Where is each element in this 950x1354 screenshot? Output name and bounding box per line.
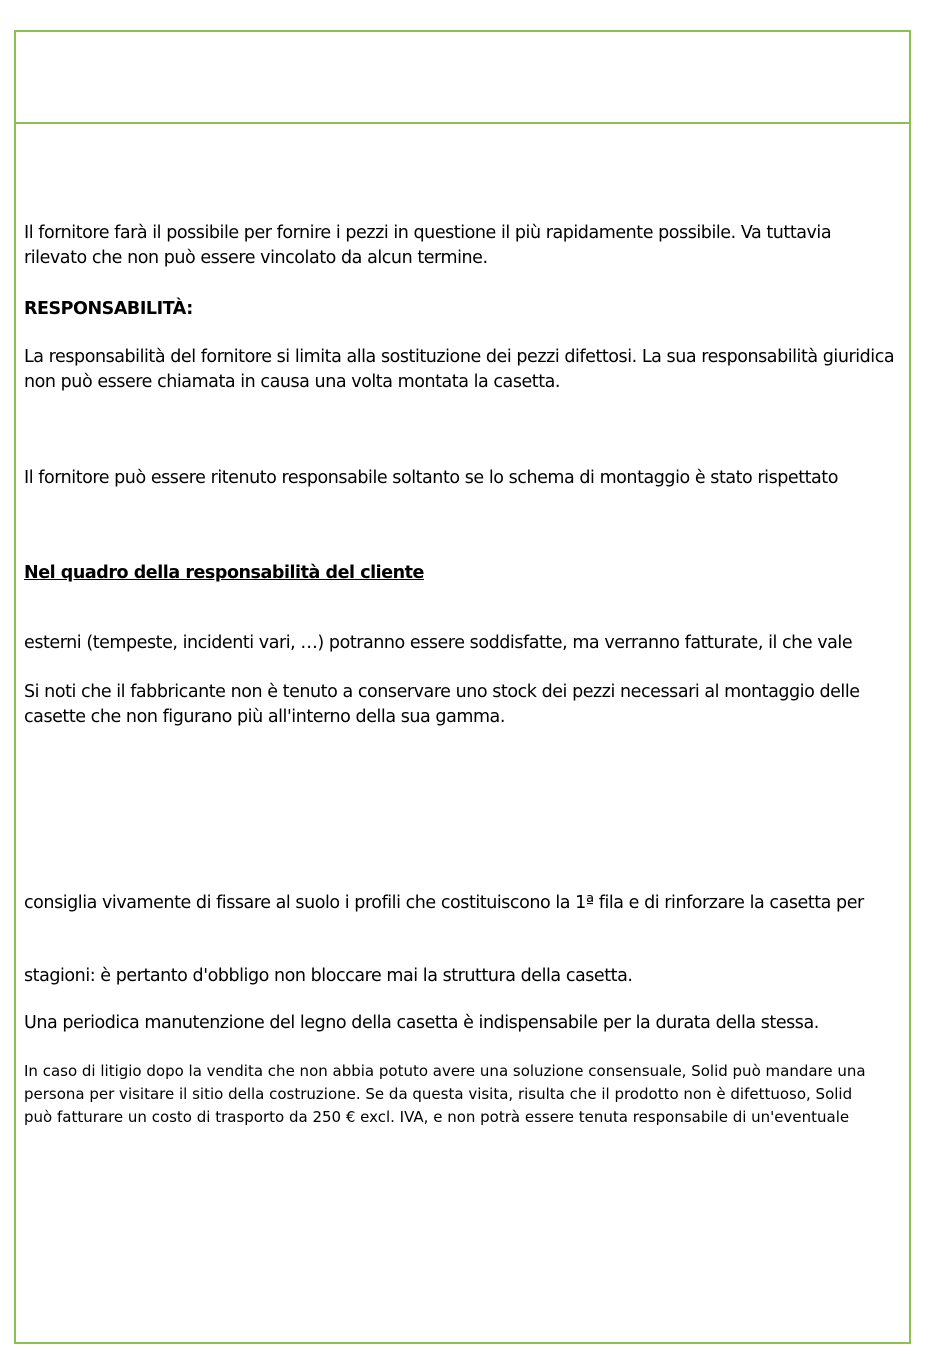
delivery-paragraph [24, 221, 908, 271]
stock-line-2: casette che non figurano più all'interno della sua gamma. [24, 707, 505, 727]
maintenance-paragraph: Una periodica manutenzione del legno della casetta è indispensabile per la durata della stessa. [24, 1013, 819, 1033]
dispute-paragraph [24, 1060, 908, 1129]
dispute-line-2: persona per visitare il sitio della costruzione. Se da questa visita, risulta che il prodotto non è difettuoso, Solid [24, 1085, 853, 1103]
anchoring-paragraph: consiglia vivamente di fissare al suolo i profili che costituiscono la 1ª fila e di rinforzare la casetta per [24, 893, 864, 913]
dispute-line-3: può fatturare un costo di trasporto da 250 € excl. IVA, e non potrà essere tenuta responsabile di un'eventuale [24, 1108, 850, 1126]
responsibility-line-1: La responsabilità del fornitore si limita alla sostituzione dei pezzi difettosi. La sua responsabilità giuridica [24, 347, 895, 367]
delivery-line-1: Il fornitore farà il possibile per fornire i pezzi in questione il più rapidamente possibile. Va tuttavia [24, 223, 832, 243]
dispute-line-1: In caso di litigio dopo la vendita che non abbia potuto avere una soluzione consensuale, Solid può mandare una [24, 1062, 866, 1080]
client-responsibility-heading [24, 561, 908, 586]
stock-line-1: Si noti che il fabbricante non è tenuto a conservare uno stock dei pezzi necessari al montaggio delle [24, 682, 860, 702]
responsibility-heading: RESPONSABILITÀ: [24, 299, 193, 319]
external-events-paragraph: esterni (tempeste, incidenti vari, …) potranno essere soddisfatte, ma verranno fatturate, il che vale [24, 633, 853, 653]
delivery-line-2: rilevato che non può essere vincolato da alcun termine. [24, 248, 488, 268]
client-heading-text: Nel quadro della responsabilità del cliente [24, 563, 424, 583]
header-box [16, 32, 909, 124]
stock-paragraph [24, 680, 908, 730]
responsibility-paragraph [24, 345, 908, 395]
responsibility-line-2: non può essere chiamata in causa una volta montata la casetta. [24, 372, 561, 392]
assembly-scheme-paragraph: Il fornitore può essere ritenuto responsabile soltanto se lo schema di montaggio è stato rispettato [24, 468, 838, 488]
seasons-paragraph: stagioni: è pertanto d'obbligo non bloccare mai la struttura della casetta. [24, 966, 633, 986]
